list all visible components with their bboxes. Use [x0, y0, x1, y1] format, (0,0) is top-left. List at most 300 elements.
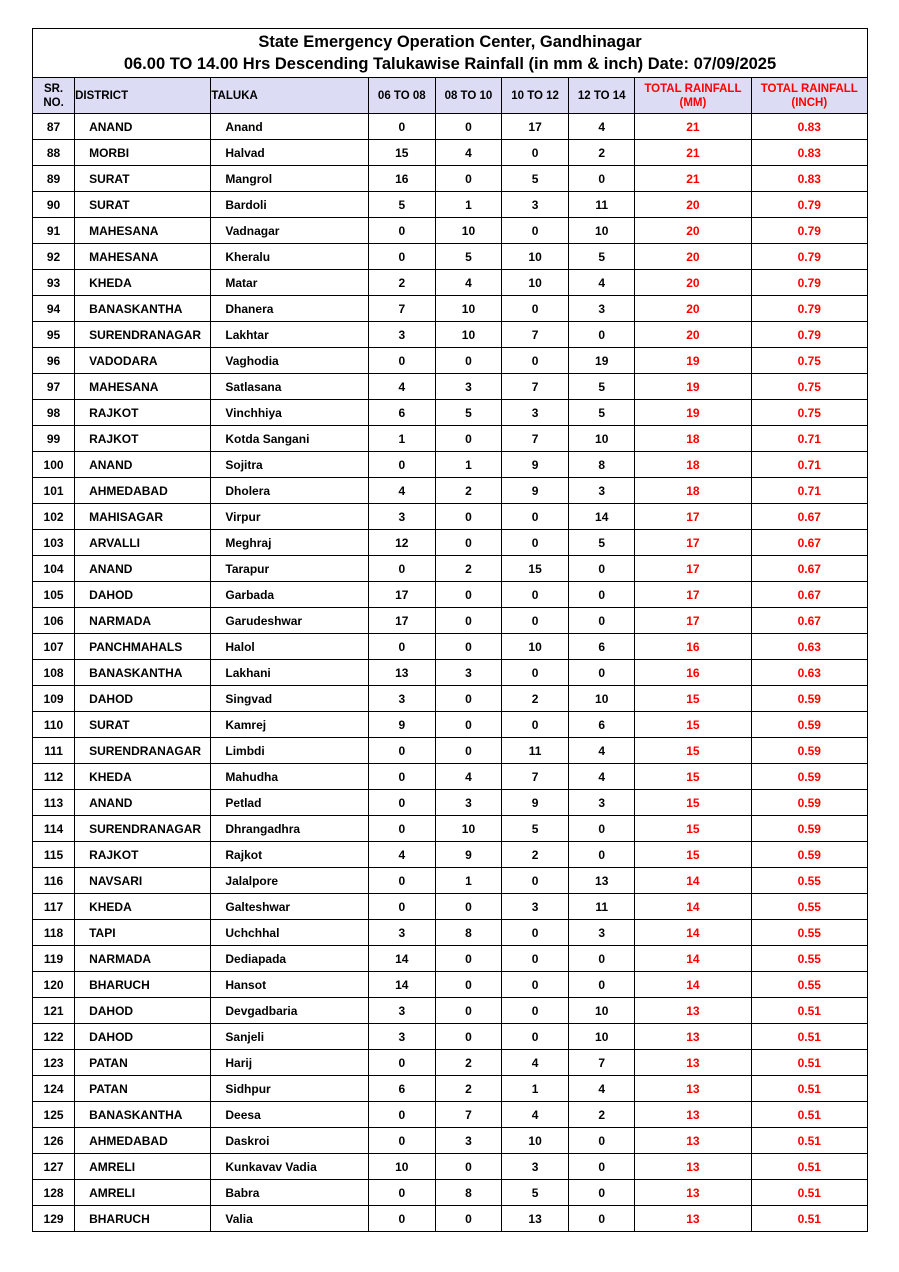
cell-taluka: Kunkavav Vadia — [211, 1154, 368, 1180]
cell-10-to-12: 13 — [502, 1206, 569, 1232]
cell-10-to-12: 7 — [502, 764, 569, 790]
cell-total-inch: 0.79 — [751, 296, 867, 322]
cell-district: PATAN — [75, 1050, 211, 1076]
table-row — [33, 504, 868, 530]
cell-10-to-12: 7 — [502, 426, 569, 452]
cell-taluka: Uchchhal — [211, 920, 368, 946]
header-06-to-08: 06 TO 08 — [368, 78, 435, 114]
cell-06-to-08: 0 — [368, 348, 435, 374]
table-row — [33, 790, 868, 816]
cell-total-inch: 0.79 — [751, 322, 867, 348]
table-row — [33, 972, 868, 998]
cell-06-to-08: 4 — [368, 478, 435, 504]
cell-sr-no: 117 — [33, 894, 75, 920]
cell-12-to-14: 6 — [569, 634, 635, 660]
cell-12-to-14: 2 — [569, 140, 635, 166]
cell-12-to-14: 0 — [569, 1206, 635, 1232]
table-row — [33, 166, 868, 192]
cell-taluka: Lakhtar — [211, 322, 368, 348]
cell-total-mm: 18 — [635, 426, 751, 452]
cell-sr-no: 116 — [33, 868, 75, 894]
cell-10-to-12: 0 — [502, 998, 569, 1024]
cell-12-to-14: 5 — [569, 400, 635, 426]
table-row — [33, 244, 868, 270]
cell-total-inch: 0.63 — [751, 660, 867, 686]
cell-08-to-10: 0 — [435, 114, 501, 140]
cell-taluka: Vadnagar — [211, 218, 368, 244]
cell-total-inch: 0.55 — [751, 946, 867, 972]
cell-06-to-08: 0 — [368, 764, 435, 790]
cell-total-mm: 13 — [635, 1102, 751, 1128]
cell-06-to-08: 1 — [368, 426, 435, 452]
cell-12-to-14: 5 — [569, 374, 635, 400]
cell-total-mm: 15 — [635, 842, 751, 868]
cell-total-inch: 0.59 — [751, 738, 867, 764]
cell-total-mm: 15 — [635, 738, 751, 764]
cell-08-to-10: 10 — [435, 322, 501, 348]
cell-total-mm: 20 — [635, 322, 751, 348]
table-row — [33, 270, 868, 296]
cell-10-to-12: 4 — [502, 1050, 569, 1076]
cell-10-to-12: 0 — [502, 140, 569, 166]
cell-total-mm: 14 — [635, 868, 751, 894]
cell-10-to-12: 15 — [502, 556, 569, 582]
cell-12-to-14: 0 — [569, 166, 635, 192]
cell-taluka: Hansot — [211, 972, 368, 998]
cell-06-to-08: 0 — [368, 816, 435, 842]
cell-sr-no: 128 — [33, 1180, 75, 1206]
cell-district: DAHOD — [75, 998, 211, 1024]
cell-06-to-08: 0 — [368, 1102, 435, 1128]
cell-08-to-10: 10 — [435, 296, 501, 322]
cell-06-to-08: 9 — [368, 712, 435, 738]
cell-08-to-10: 0 — [435, 894, 501, 920]
cell-taluka: Kamrej — [211, 712, 368, 738]
cell-total-inch: 0.51 — [751, 1154, 867, 1180]
cell-sr-no: 122 — [33, 1024, 75, 1050]
table-row — [33, 608, 868, 634]
cell-total-inch: 0.55 — [751, 894, 867, 920]
cell-total-mm: 17 — [635, 530, 751, 556]
cell-sr-no: 89 — [33, 166, 75, 192]
cell-10-to-12: 1 — [502, 1076, 569, 1102]
cell-sr-no: 107 — [33, 634, 75, 660]
cell-total-inch: 0.59 — [751, 842, 867, 868]
cell-district: SURENDRANAGAR — [75, 322, 211, 348]
cell-08-to-10: 0 — [435, 1206, 501, 1232]
cell-district: PANCHMAHALS — [75, 634, 211, 660]
cell-total-mm: 20 — [635, 192, 751, 218]
cell-taluka: Satlasana — [211, 374, 368, 400]
table-row — [33, 1076, 868, 1102]
table-row — [33, 348, 868, 374]
table-row — [33, 738, 868, 764]
cell-06-to-08: 3 — [368, 998, 435, 1024]
cell-10-to-12: 10 — [502, 244, 569, 270]
cell-08-to-10: 0 — [435, 998, 501, 1024]
cell-12-to-14: 0 — [569, 1154, 635, 1180]
cell-10-to-12: 2 — [502, 686, 569, 712]
cell-sr-no: 95 — [33, 322, 75, 348]
cell-taluka: Vaghodia — [211, 348, 368, 374]
cell-taluka: Dediapada — [211, 946, 368, 972]
cell-taluka: Virpur — [211, 504, 368, 530]
cell-district: SURENDRANAGAR — [75, 816, 211, 842]
cell-06-to-08: 0 — [368, 1128, 435, 1154]
cell-08-to-10: 0 — [435, 608, 501, 634]
cell-sr-no: 94 — [33, 296, 75, 322]
cell-08-to-10: 0 — [435, 946, 501, 972]
cell-10-to-12: 0 — [502, 218, 569, 244]
table-row — [33, 478, 868, 504]
cell-district: DAHOD — [75, 1024, 211, 1050]
cell-taluka: Sidhpur — [211, 1076, 368, 1102]
cell-district: BANASKANTHA — [75, 660, 211, 686]
cell-total-inch: 0.75 — [751, 400, 867, 426]
cell-district: MORBI — [75, 140, 211, 166]
cell-10-to-12: 3 — [502, 894, 569, 920]
cell-total-inch: 0.59 — [751, 764, 867, 790]
cell-taluka: Mahudha — [211, 764, 368, 790]
cell-12-to-14: 11 — [569, 894, 635, 920]
cell-sr-no: 90 — [33, 192, 75, 218]
cell-08-to-10: 0 — [435, 530, 501, 556]
cell-total-inch: 0.75 — [751, 374, 867, 400]
cell-total-inch: 0.59 — [751, 712, 867, 738]
table-row — [33, 1128, 868, 1154]
cell-district: MAHESANA — [75, 374, 211, 400]
cell-total-inch: 0.51 — [751, 1180, 867, 1206]
cell-06-to-08: 13 — [368, 660, 435, 686]
cell-district: RAJKOT — [75, 426, 211, 452]
cell-10-to-12: 3 — [502, 1154, 569, 1180]
cell-district: AHMEDABAD — [75, 478, 211, 504]
cell-district: BHARUCH — [75, 972, 211, 998]
cell-total-inch: 0.51 — [751, 1206, 867, 1232]
cell-total-mm: 19 — [635, 400, 751, 426]
cell-10-to-12: 0 — [502, 582, 569, 608]
cell-total-inch: 0.75 — [751, 348, 867, 374]
table-row — [33, 218, 868, 244]
cell-08-to-10: 3 — [435, 1128, 501, 1154]
cell-sr-no: 119 — [33, 946, 75, 972]
cell-06-to-08: 5 — [368, 192, 435, 218]
cell-12-to-14: 2 — [569, 1102, 635, 1128]
cell-taluka: Harij — [211, 1050, 368, 1076]
cell-total-mm: 20 — [635, 296, 751, 322]
cell-08-to-10: 2 — [435, 556, 501, 582]
cell-12-to-14: 10 — [569, 426, 635, 452]
header-total-inch — [751, 78, 867, 114]
cell-total-inch: 0.55 — [751, 868, 867, 894]
cell-sr-no: 100 — [33, 452, 75, 478]
cell-10-to-12: 0 — [502, 920, 569, 946]
table-body — [33, 114, 868, 1232]
cell-total-mm: 13 — [635, 1154, 751, 1180]
cell-district: KHEDA — [75, 270, 211, 296]
cell-06-to-08: 16 — [368, 166, 435, 192]
cell-district: ANAND — [75, 452, 211, 478]
table-row — [33, 426, 868, 452]
cell-12-to-14: 5 — [569, 244, 635, 270]
cell-06-to-08: 14 — [368, 972, 435, 998]
header-district: DISTRICT — [75, 78, 211, 114]
cell-06-to-08: 3 — [368, 1024, 435, 1050]
cell-10-to-12: 9 — [502, 478, 569, 504]
cell-06-to-08: 6 — [368, 400, 435, 426]
cell-sr-no: 98 — [33, 400, 75, 426]
cell-08-to-10: 0 — [435, 738, 501, 764]
cell-08-to-10: 0 — [435, 166, 501, 192]
cell-06-to-08: 0 — [368, 556, 435, 582]
cell-taluka: Dhrangadhra — [211, 816, 368, 842]
cell-06-to-08: 0 — [368, 1180, 435, 1206]
cell-10-to-12: 0 — [502, 530, 569, 556]
cell-08-to-10: 0 — [435, 504, 501, 530]
cell-total-mm: 15 — [635, 790, 751, 816]
cell-total-mm: 21 — [635, 140, 751, 166]
cell-sr-no: 96 — [33, 348, 75, 374]
cell-total-inch: 0.71 — [751, 452, 867, 478]
cell-district: ARVALLI — [75, 530, 211, 556]
cell-total-inch: 0.67 — [751, 556, 867, 582]
table-row — [33, 1154, 868, 1180]
cell-taluka: Limbdi — [211, 738, 368, 764]
cell-total-mm: 13 — [635, 1206, 751, 1232]
cell-total-inch: 0.55 — [751, 972, 867, 998]
cell-total-inch: 0.79 — [751, 270, 867, 296]
table-row — [33, 842, 868, 868]
cell-08-to-10: 0 — [435, 1024, 501, 1050]
table-row — [33, 634, 868, 660]
cell-sr-no: 125 — [33, 1102, 75, 1128]
table-row — [33, 998, 868, 1024]
cell-12-to-14: 10 — [569, 1024, 635, 1050]
table-row — [33, 764, 868, 790]
cell-total-mm: 19 — [635, 374, 751, 400]
cell-10-to-12: 5 — [502, 816, 569, 842]
table-row — [33, 660, 868, 686]
cell-12-to-14: 19 — [569, 348, 635, 374]
cell-sr-no: 101 — [33, 478, 75, 504]
cell-total-mm: 20 — [635, 244, 751, 270]
cell-district: SURAT — [75, 712, 211, 738]
cell-taluka: Bardoli — [211, 192, 368, 218]
cell-total-mm: 17 — [635, 504, 751, 530]
cell-06-to-08: 15 — [368, 140, 435, 166]
cell-10-to-12: 10 — [502, 270, 569, 296]
cell-10-to-12: 5 — [502, 166, 569, 192]
cell-taluka: Daskroi — [211, 1128, 368, 1154]
cell-district: NARMADA — [75, 608, 211, 634]
cell-12-to-14: 3 — [569, 296, 635, 322]
cell-district: MAHISAGAR — [75, 504, 211, 530]
cell-taluka: Matar — [211, 270, 368, 296]
cell-08-to-10: 1 — [435, 192, 501, 218]
cell-sr-no: 97 — [33, 374, 75, 400]
cell-10-to-12: 9 — [502, 452, 569, 478]
cell-10-to-12: 2 — [502, 842, 569, 868]
cell-taluka: Deesa — [211, 1102, 368, 1128]
cell-district: BANASKANTHA — [75, 1102, 211, 1128]
cell-district: MAHESANA — [75, 218, 211, 244]
cell-district: DAHOD — [75, 686, 211, 712]
cell-taluka: Jalalpore — [211, 868, 368, 894]
title-line-2: 06.00 TO 14.00 Hrs Descending Talukawise Rainfall (in mm & inch) Date: 07/09/2025 — [123, 55, 777, 73]
cell-06-to-08: 12 — [368, 530, 435, 556]
header-total-inch-line1: TOTAL RAINFALL — [760, 82, 858, 95]
table-row — [33, 400, 868, 426]
cell-total-inch: 0.79 — [751, 192, 867, 218]
cell-total-mm: 17 — [635, 608, 751, 634]
cell-district: PATAN — [75, 1076, 211, 1102]
cell-08-to-10: 2 — [435, 1050, 501, 1076]
cell-12-to-14: 11 — [569, 192, 635, 218]
cell-total-mm: 15 — [635, 686, 751, 712]
cell-10-to-12: 0 — [502, 348, 569, 374]
cell-06-to-08: 0 — [368, 1206, 435, 1232]
cell-sr-no: 112 — [33, 764, 75, 790]
header-10-to-12: 10 TO 12 — [502, 78, 569, 114]
table-row — [33, 1206, 868, 1232]
cell-total-mm: 17 — [635, 582, 751, 608]
table-row — [33, 1024, 868, 1050]
cell-10-to-12: 11 — [502, 738, 569, 764]
cell-08-to-10: 0 — [435, 712, 501, 738]
table-row — [33, 374, 868, 400]
cell-08-to-10: 0 — [435, 972, 501, 998]
cell-total-inch: 0.51 — [751, 1128, 867, 1154]
cell-06-to-08: 0 — [368, 244, 435, 270]
cell-taluka: Rajkot — [211, 842, 368, 868]
cell-12-to-14: 0 — [569, 816, 635, 842]
cell-district: SURAT — [75, 166, 211, 192]
cell-total-mm: 13 — [635, 998, 751, 1024]
cell-06-to-08: 4 — [368, 842, 435, 868]
table-row — [33, 868, 868, 894]
cell-taluka: Galteshwar — [211, 894, 368, 920]
cell-taluka: Halol — [211, 634, 368, 660]
cell-total-inch: 0.59 — [751, 686, 867, 712]
cell-06-to-08: 17 — [368, 582, 435, 608]
cell-total-inch: 0.55 — [751, 920, 867, 946]
cell-sr-no: 129 — [33, 1206, 75, 1232]
cell-08-to-10: 0 — [435, 426, 501, 452]
cell-district: BHARUCH — [75, 1206, 211, 1232]
header-row — [33, 78, 868, 114]
cell-12-to-14: 10 — [569, 998, 635, 1024]
table-row — [33, 946, 868, 972]
table-row — [33, 322, 868, 348]
cell-10-to-12: 4 — [502, 1102, 569, 1128]
cell-08-to-10: 0 — [435, 686, 501, 712]
cell-10-to-12: 9 — [502, 790, 569, 816]
cell-12-to-14: 0 — [569, 1180, 635, 1206]
cell-10-to-12: 0 — [502, 608, 569, 634]
cell-10-to-12: 0 — [502, 660, 569, 686]
cell-08-to-10: 4 — [435, 140, 501, 166]
cell-08-to-10: 0 — [435, 348, 501, 374]
cell-district: AMRELI — [75, 1154, 211, 1180]
header-sr-line1: SR. — [43, 82, 64, 95]
cell-sr-no: 109 — [33, 686, 75, 712]
cell-district: BANASKANTHA — [75, 296, 211, 322]
cell-district: ANAND — [75, 556, 211, 582]
cell-12-to-14: 4 — [569, 270, 635, 296]
cell-08-to-10: 5 — [435, 244, 501, 270]
rainfall-table — [32, 28, 868, 1232]
cell-12-to-14: 4 — [569, 764, 635, 790]
cell-total-mm: 16 — [635, 660, 751, 686]
cell-taluka: Petlad — [211, 790, 368, 816]
cell-12-to-14: 4 — [569, 1076, 635, 1102]
cell-district: RAJKOT — [75, 400, 211, 426]
cell-sr-no: 93 — [33, 270, 75, 296]
cell-10-to-12: 7 — [502, 374, 569, 400]
cell-06-to-08: 0 — [368, 790, 435, 816]
cell-08-to-10: 9 — [435, 842, 501, 868]
header-sr-line2: NO. — [43, 96, 64, 109]
cell-06-to-08: 0 — [368, 634, 435, 660]
cell-district: SURENDRANAGAR — [75, 738, 211, 764]
cell-12-to-14: 0 — [569, 608, 635, 634]
header-taluka: TALUKA — [211, 78, 368, 114]
cell-sr-no: 110 — [33, 712, 75, 738]
cell-12-to-14: 0 — [569, 322, 635, 348]
cell-10-to-12: 0 — [502, 504, 569, 530]
cell-08-to-10: 2 — [435, 478, 501, 504]
table-row — [33, 712, 868, 738]
cell-sr-no: 88 — [33, 140, 75, 166]
cell-06-to-08: 3 — [368, 322, 435, 348]
table-row — [33, 1102, 868, 1128]
cell-district: ANAND — [75, 114, 211, 140]
cell-sr-no: 105 — [33, 582, 75, 608]
cell-district: KHEDA — [75, 764, 211, 790]
cell-10-to-12: 5 — [502, 1180, 569, 1206]
cell-08-to-10: 8 — [435, 920, 501, 946]
cell-06-to-08: 2 — [368, 270, 435, 296]
cell-district: NAVSARI — [75, 868, 211, 894]
cell-total-inch: 0.67 — [751, 582, 867, 608]
cell-08-to-10: 5 — [435, 400, 501, 426]
cell-12-to-14: 13 — [569, 868, 635, 894]
cell-10-to-12: 0 — [502, 972, 569, 998]
cell-total-mm: 17 — [635, 556, 751, 582]
cell-06-to-08: 3 — [368, 686, 435, 712]
cell-08-to-10: 0 — [435, 582, 501, 608]
cell-12-to-14: 10 — [569, 686, 635, 712]
cell-sr-no: 115 — [33, 842, 75, 868]
cell-08-to-10: 7 — [435, 1102, 501, 1128]
cell-taluka: Dholera — [211, 478, 368, 504]
cell-06-to-08: 0 — [368, 894, 435, 920]
cell-sr-no: 121 — [33, 998, 75, 1024]
cell-12-to-14: 0 — [569, 556, 635, 582]
cell-06-to-08: 7 — [368, 296, 435, 322]
table-row — [33, 582, 868, 608]
cell-taluka: Sanjeli — [211, 1024, 368, 1050]
cell-total-inch: 0.67 — [751, 504, 867, 530]
cell-12-to-14: 8 — [569, 452, 635, 478]
cell-08-to-10: 3 — [435, 790, 501, 816]
cell-08-to-10: 4 — [435, 270, 501, 296]
cell-sr-no: 106 — [33, 608, 75, 634]
cell-taluka: Halvad — [211, 140, 368, 166]
cell-10-to-12: 7 — [502, 322, 569, 348]
cell-06-to-08: 0 — [368, 114, 435, 140]
cell-sr-no: 127 — [33, 1154, 75, 1180]
